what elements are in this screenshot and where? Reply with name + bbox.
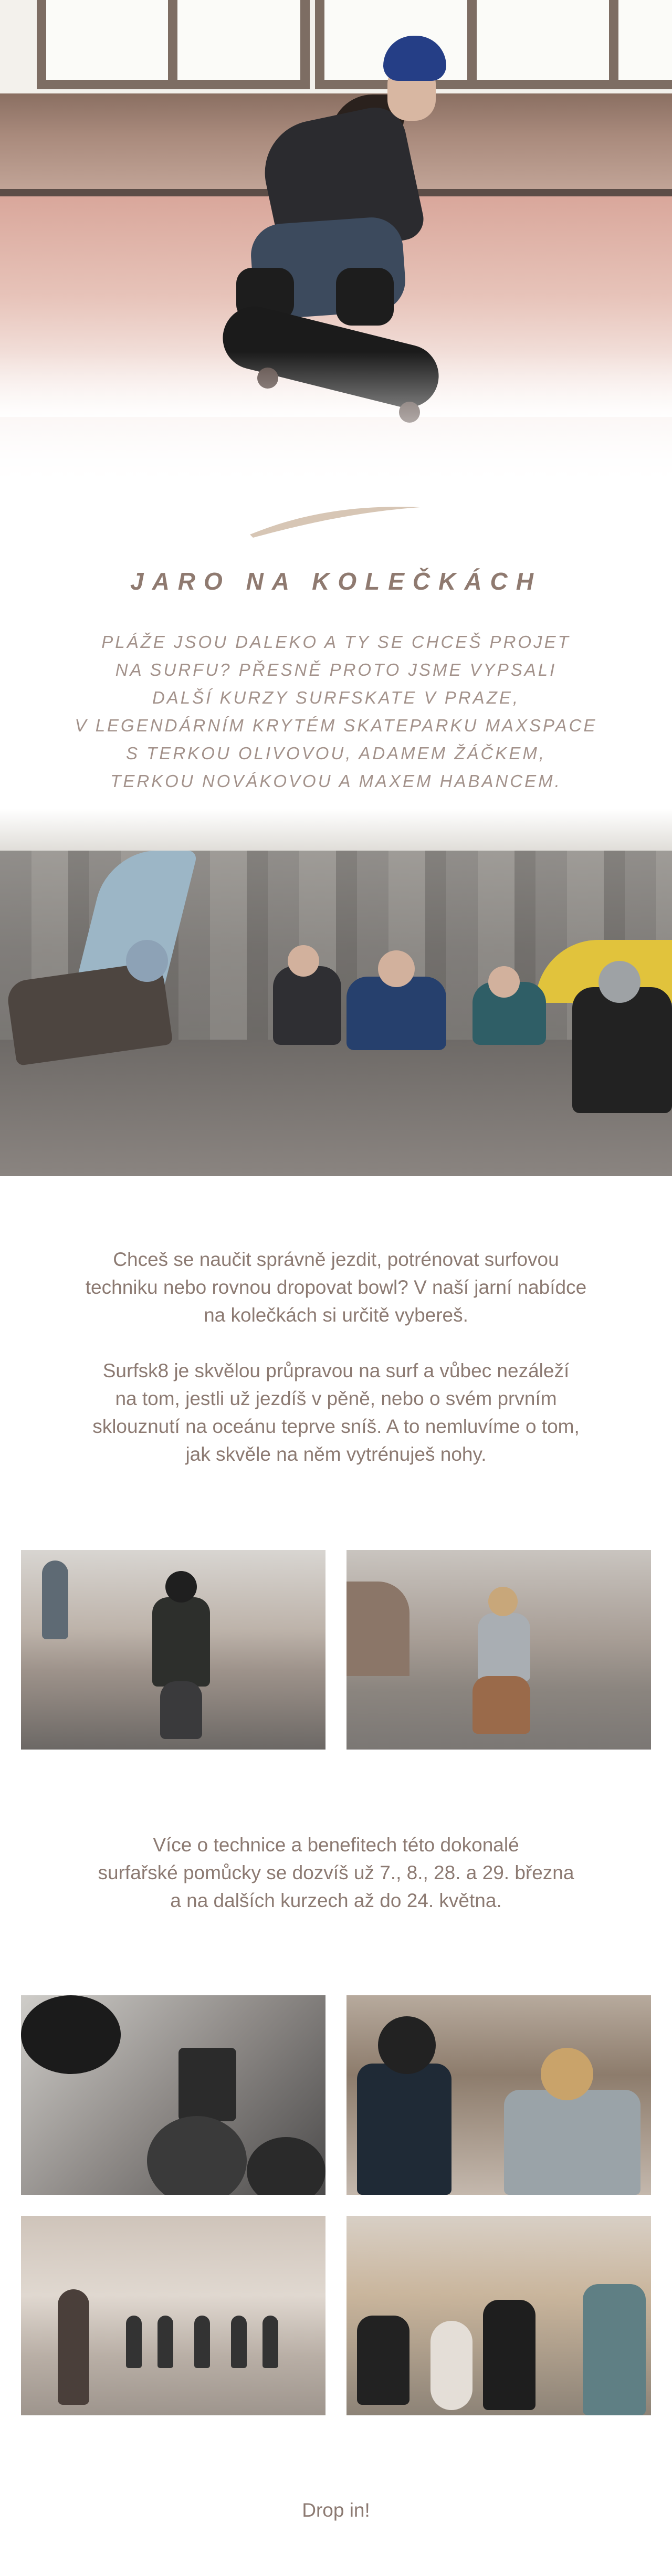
paragraph-line: Chceš se naučit správně jezdit, potrénovat surfovou bbox=[113, 1249, 559, 1270]
paragraph-line: techniku nebo rovnou dropovat bowl? V naší jarní nabídce bbox=[85, 1276, 587, 1298]
paragraph-line: sklouznutí na oceánu teprve sníš. A to nemluvíme o tom, bbox=[92, 1416, 580, 1437]
paragraph-surfsk8 bbox=[52, 1357, 620, 1468]
paragraph-line: jak skvěle na něm vytrénuješ nohy. bbox=[185, 1443, 487, 1465]
photo-group-boards bbox=[346, 2216, 651, 2415]
intro-line: DALŠÍ KURZY SURFSKATE V PRAZE, bbox=[152, 688, 520, 707]
intro-text bbox=[47, 628, 625, 795]
section-title: JARO NA KOLEČKÁCH bbox=[130, 568, 542, 595]
photo-tablet-review bbox=[21, 1995, 326, 2195]
paragraph-line: surfařské pomůcky se dozvíš už 7., 8., 28. a 29. března bbox=[98, 1862, 574, 1883]
intro-line: NA SURFU? PŘESNĚ PROTO JSME VYPSALI bbox=[115, 660, 557, 679]
intro-line: PLÁŽE JSOU DALEKO A TY SE CHCEŠ PROJET bbox=[101, 632, 571, 652]
intro-line: S TERKOU OLIVOVOU, ADAMEM ŽÁČKEM, bbox=[125, 744, 547, 763]
workshop-group-photo bbox=[0, 809, 672, 1176]
paragraph-line: na tom, jestli už jezdíš v pěně, nebo o svém prvním bbox=[115, 1388, 557, 1409]
photo-instructors-laughing bbox=[346, 1995, 651, 2195]
helmet-icon bbox=[383, 36, 446, 81]
brush-stroke-logo bbox=[247, 498, 425, 540]
photo-skatepark-hall bbox=[21, 2216, 326, 2415]
hero-photo bbox=[0, 0, 672, 488]
paragraph-intro bbox=[52, 1245, 620, 1329]
paragraph-dates bbox=[52, 1831, 620, 1914]
paragraph-line: Více o technice a benefitech této dokonalé bbox=[153, 1834, 519, 1856]
photo-skater-pumping bbox=[21, 1550, 326, 1750]
paragraph-line: a na dalších kurzech až do 24. května. bbox=[170, 1890, 502, 1911]
drop-in-cta: Drop in! bbox=[302, 2499, 370, 2521]
intro-line: V LEGENDÁRNÍM KRYTÉM SKATEPARKU MAXSPACE bbox=[75, 716, 597, 735]
paragraph-line: na kolečkách si určitě vybereš. bbox=[204, 1304, 468, 1326]
photo-skater-cones bbox=[346, 1550, 651, 1750]
intro-line: TERKOU NOVÁKOVOU A MAXEM HABANCEM. bbox=[110, 771, 562, 791]
paragraph-line: Surfsk8 je skvělou průpravou na surf a vůbec nezáleží bbox=[102, 1360, 570, 1381]
